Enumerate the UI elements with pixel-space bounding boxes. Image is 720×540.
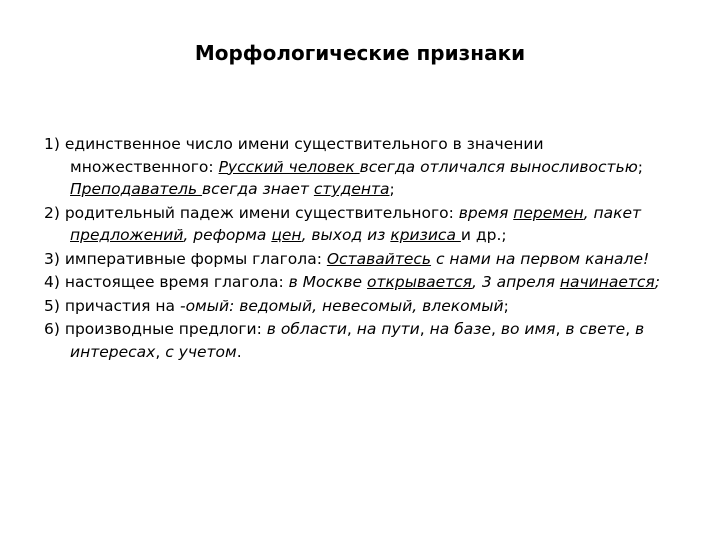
item-text: , [625,320,636,338]
example-text: в области [266,320,347,338]
item-text: , [419,320,430,338]
example-text: на базе [429,320,491,338]
example-word: кризиса [390,226,461,244]
item-text: . [236,342,242,361]
example-text: , пакет [583,203,642,222]
item-text: и др.; [460,226,507,244]
list-item [44,271,684,294]
item-text: 2) родительный падеж имени существительного: [44,203,459,222]
example-word: перемен [513,203,584,222]
slide-title: Морфологические признаки [194,41,526,65]
example-text: всегда отличался выносливостью [359,157,638,176]
list-item [44,295,684,318]
example-text: в Москве [288,273,368,291]
item-text: , [555,320,566,338]
example-text: на пути [356,320,420,338]
item-text: 6) производные предлоги: [44,320,267,338]
example-text: в интересах [70,320,645,361]
example-word: начинается [559,273,655,291]
item-text: , [491,320,501,338]
example-text: -омый: ведомый, невесомый, влекомый [179,296,504,315]
example-word: предложений [70,226,184,244]
example-text: время [458,203,514,222]
example-text: , выход из [301,226,391,244]
list-item [44,202,684,247]
example-text: , 3 апреля [472,273,560,291]
example-text: во имя [500,320,556,338]
item-text: 5) причастия на [44,296,180,315]
example-word: цен [271,226,302,244]
item-text: 4) настоящее время глагола: [44,273,289,291]
example-text: , реформа [183,226,272,244]
item-text: , [155,342,166,361]
item-text: ; [503,296,509,315]
example-word: Преподаватель [70,180,203,198]
example-word: студента [313,180,390,198]
item-text: 1) единственное число имени существительного в значении множественного: [44,135,544,176]
example-text: с нами на первом канале! [431,249,650,268]
example-text: всегда знает [202,180,314,198]
example-word: Оставайтесь [326,249,432,268]
example-word: открывается [367,273,473,291]
list-item [44,133,684,201]
example-text: в свете [565,320,626,338]
example-word: Русский человек [218,157,360,176]
example-text: ; [654,273,660,291]
item-text: , [346,320,357,338]
item-text: ; [389,180,395,198]
item-text: ; [637,157,643,176]
item-text: 3) императивные формы глагола: [44,249,327,268]
feature-list [44,133,684,364]
list-item [44,318,684,363]
example-text: с учетом [165,342,237,361]
list-item [44,248,684,271]
